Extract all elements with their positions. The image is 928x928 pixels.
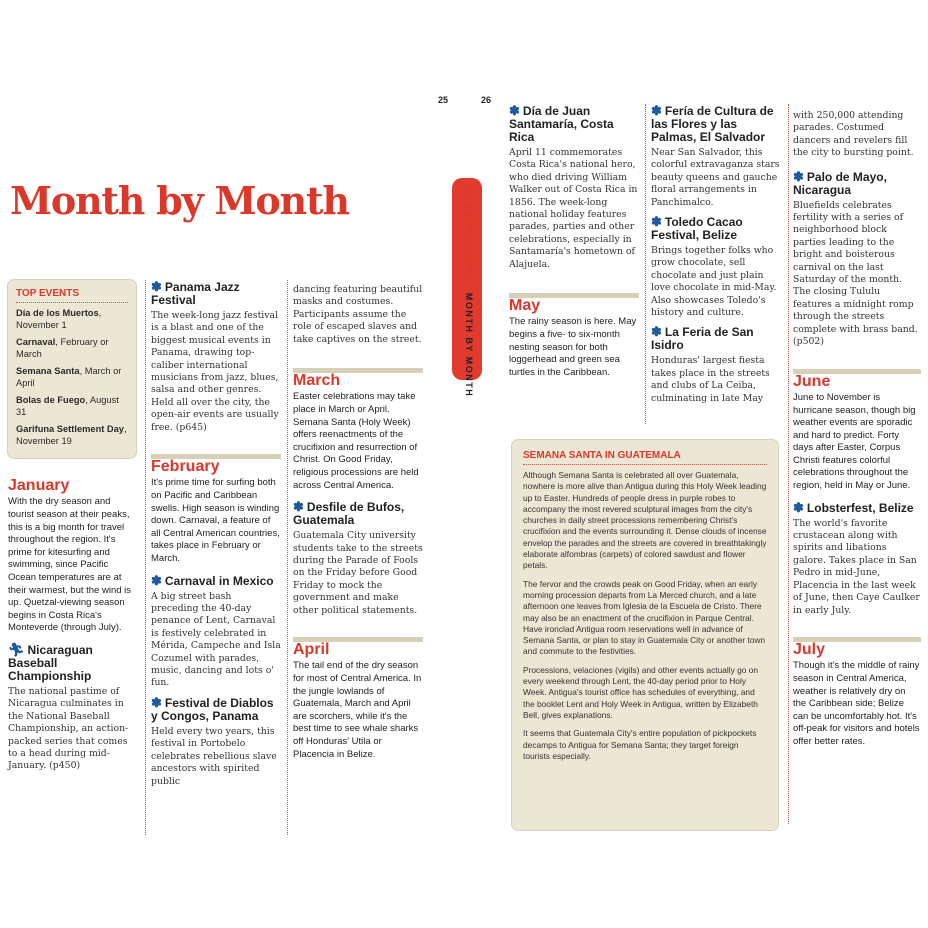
column-divider bbox=[287, 280, 288, 835]
festival-star-icon: ✽ bbox=[151, 279, 162, 294]
february-intro: It's prime time for surfing both on Pacific and Caribbean swells. High season is winding down. Carnaval, a feature of all Central American countries, takes place in February or March. bbox=[151, 477, 280, 565]
festival-star-icon: ✽ bbox=[151, 694, 162, 710]
festival-star-icon: ✽ bbox=[293, 499, 304, 515]
festival-star-icon: ✽ bbox=[151, 572, 162, 588]
sidebar-paragraph: It seems that Guatemala City's entire population of pickpockets decamps to Antigua for Semana Santa; they target foreign tourists especially. bbox=[523, 728, 757, 761]
top-event-item: Bolas de Fuego, August 31 bbox=[16, 395, 119, 417]
sidebar-paragraph: Processions, velaciones (vigils) and other events actually go on every weekend through Lent, the 40-day period prior to Holy Week. Antigua's tourist office has schedules of everything, and the booklet Lent and Holy Week in Antigua, written by Elizabeth Bell, gives explanations. bbox=[523, 664, 759, 720]
event-title: ✽ Fería de Cultura de las Flores y las Palmas, El Salvador bbox=[651, 103, 774, 144]
january-intro: With the dry season and tourist season at their peaks, this is a big month for travel throughout the region. It's prime for kitesurfing and swimming, since Pacific Ocean temperatures are at their warmest, but the wind is up. Quetzal-viewing season begins in Costa Rica's Monteverde (through July). bbox=[8, 496, 132, 634]
page-number-right: 26 bbox=[481, 95, 492, 105]
event-title: ✽ La Feria de San Isidro bbox=[651, 324, 754, 353]
column-3 bbox=[293, 284, 423, 761]
column-4 bbox=[509, 104, 639, 379]
top-event-item: Semana Santa, March or April bbox=[16, 366, 122, 388]
month-heading-january: January bbox=[8, 477, 70, 494]
semana-santa-sidebar bbox=[512, 440, 778, 830]
month-heading-february: February bbox=[151, 454, 281, 473]
tab-label-part1: PLAN YOUR TRIP bbox=[464, 188, 474, 285]
month-heading-march: March bbox=[293, 368, 423, 387]
event-title: ✽ Palo de Mayo, Nicaragua bbox=[793, 168, 887, 197]
event-description: A big street bash preceding the 40-day penance of Lent, Carnaval is festively celebrated in Mérida, Campeche and Isla Cozumel with parades, music, dancing and lots o' fun. bbox=[151, 590, 281, 689]
column-divider bbox=[645, 104, 646, 424]
page-number-left: 25 bbox=[438, 95, 449, 105]
month-heading-may: May bbox=[509, 293, 639, 312]
month-heading-june: June bbox=[793, 369, 921, 388]
event-description: April 11 commemorates Costa Rica's national hero, who died driving William Walker out of Costa Rica in 1856. The week-long national holiday features parades, parties and other celebrations, especially in Santamaría's hometown of Alajuela. bbox=[509, 147, 638, 270]
continued-text: dancing featuring beautiful masks and costumes. Participants assume the role of escaped slaves and take captives on the street. bbox=[293, 284, 423, 345]
event-description: Brings together folks who grow chocolate, sell chocolate and just plain love chocolate in mid-May. Also showcases Toledo's history and culture. bbox=[651, 245, 777, 319]
event-title: ✽ Toledo Cacao Festival, Belize bbox=[651, 214, 743, 243]
festival-star-icon: ✽ bbox=[651, 103, 662, 118]
event-title: ✽ Lobsterfest, Belize bbox=[793, 499, 914, 515]
event-title: ✽ Desfile de Bufos, Guatemala bbox=[293, 499, 405, 528]
festival-star-icon: ✽ bbox=[793, 168, 804, 184]
event-description: Guatemala City university students take to the streets during the Parade of Fools on the Friday before Good Friday to mock the government and make other political statements. bbox=[293, 530, 423, 616]
event-description: Near San Salvador, this colorful extravaganza stars beauty queens and gauche floral arrangements in Panchimalco. bbox=[651, 147, 780, 208]
event-description: Held every two years, this festival in Portobelo celebrates rebellious slave ancestors with spirited public bbox=[151, 725, 277, 787]
top-event-item: Garifuna Settlement Day, November 19 bbox=[16, 424, 127, 446]
festival-star-icon: ✽ bbox=[509, 103, 520, 118]
june-intro: June to November is hurricane season, though big weather events are sporadic and hard to predict. Forty days after Easter, Corpus Christi features colorful celebrations throughout the region, held in May or June. bbox=[793, 391, 916, 492]
sidebar-paragraph: Although Semana Santa is celebrated all over Guatemala, nowhere is more alive than Antigua during this Holy Week leading up to Easter. Hundreds of people dress in purple robes to accompany the most revered sculptural images from the city's churches in daily street processions remembering Christ's crucifixion and the events surrounding it. Dense clouds of incense envelop the parades and the streets are covered in breathtakingly elaborate alfombras (carpets) of colored sawdust and flower petals. bbox=[523, 470, 767, 571]
event-title: ✽ Día de Juan Santamaría, Costa Rica bbox=[509, 103, 614, 144]
top-events-box bbox=[8, 280, 136, 458]
event-description: Honduras' largest fiesta takes place in the streets and clubs of La Ceiba, culminating in late May bbox=[651, 355, 770, 404]
column-2 bbox=[151, 280, 281, 794]
event-title: ✽ Carnaval in Mexico bbox=[151, 572, 274, 588]
month-heading-april: April bbox=[293, 637, 423, 656]
sidebar-heading: SEMANA SANTA IN GUATEMALA bbox=[523, 450, 767, 465]
event-description: The world's favorite crustacean along with spirits and libations galore. Takes place in San Pedro in mid-June, Placencia in the last week of June, then Caye Caulker in early July. bbox=[793, 517, 920, 616]
top-event-item: Día de los Muertos, November 1 bbox=[16, 308, 102, 330]
festival-star-icon: ✽ bbox=[651, 214, 662, 230]
column-5 bbox=[651, 104, 785, 411]
may-intro: The rainy season is here. May begins a five- to six-month nesting season for both loggerhead and green sea turtles in the Caribbean. bbox=[509, 316, 637, 378]
event-title: 🏃︎ Nicaraguan Baseball Championship bbox=[8, 641, 93, 683]
runner-icon: 🏃︎ bbox=[8, 641, 25, 657]
march-intro: Easter celebrations may take place in March or April. Semana Santa (Holy Week) offers reenactments of the crucifixion and resurrection of Christ. On Good Friday, religious processions are held across Central America. bbox=[293, 391, 419, 491]
event-description: Bluefields celebrates fertility with a series of neighborhood block parties leading to the bright and boisterous carnival on the last Saturday of the month. The closing Tululu features a midnight romp through the streets complete with brass band. (p502) bbox=[793, 199, 918, 348]
july-intro: Though it's the middle of rainy season in Central America, weather is relatively dry on the Caribbean side; Belize can be uncomfortably hot. It's off-peak for visitors and hotels offer better rates. bbox=[793, 660, 920, 747]
sidebar-paragraph: The fervor and the crowds peak on Good Friday, when an early morning procession departs from La Merced church, and a late afternoon one leaves from Iglesia de la Escuela de Cristo. There may also be an enactment of the crucifixion in Parque Central. Have ironclad Antigua room reservations well in advance of Semana Santa, or plan to stay in Guatemala City or another town and commute to the festivities. bbox=[523, 578, 766, 657]
column-divider bbox=[788, 104, 789, 824]
section-tab-label bbox=[464, 188, 474, 398]
column-divider bbox=[145, 280, 146, 835]
festival-star-icon: ✽ bbox=[651, 324, 662, 340]
event-description: The national pastime of Nicaragua culminates in the National Baseball Championship, an action-packed series that comes to a head during mid-January. (p450) bbox=[8, 685, 129, 772]
tab-label-part2: MONTH BY MONTH bbox=[464, 292, 474, 398]
top-event-item: Carnaval, February or March bbox=[16, 337, 109, 359]
event-title: ✽ Festival de Diablos y Congos, Panama bbox=[151, 694, 274, 723]
column-6 bbox=[793, 110, 921, 748]
event-description: The week-long jazz festival is a blast and one of the biggest musical events in Panama, drawing top-caliber international musicians from jazz, blues, salsa and other genres. Held all over the city, the open-air events are usually free. (p645) bbox=[151, 310, 279, 433]
column-january bbox=[8, 478, 138, 779]
april-intro: The tail end of the dry season for most of Central America. In the jungle lowlands of Guatemala, March and April are scorchers, while it's the best time to see whale sharks off Honduras' Utila or Placencia in Belize. bbox=[293, 660, 422, 760]
page-title: Month by Month bbox=[10, 178, 349, 223]
month-heading-july: July bbox=[793, 637, 921, 656]
event-title: ✽ Panama Jazz Festival bbox=[151, 279, 240, 307]
top-events-heading: TOP EVENTS bbox=[16, 288, 128, 303]
festival-star-icon: ✽ bbox=[793, 499, 804, 515]
continued-text: with 250,000 attending parades. Costumed dancers and revelers fill the city to bursting point. bbox=[793, 110, 914, 159]
